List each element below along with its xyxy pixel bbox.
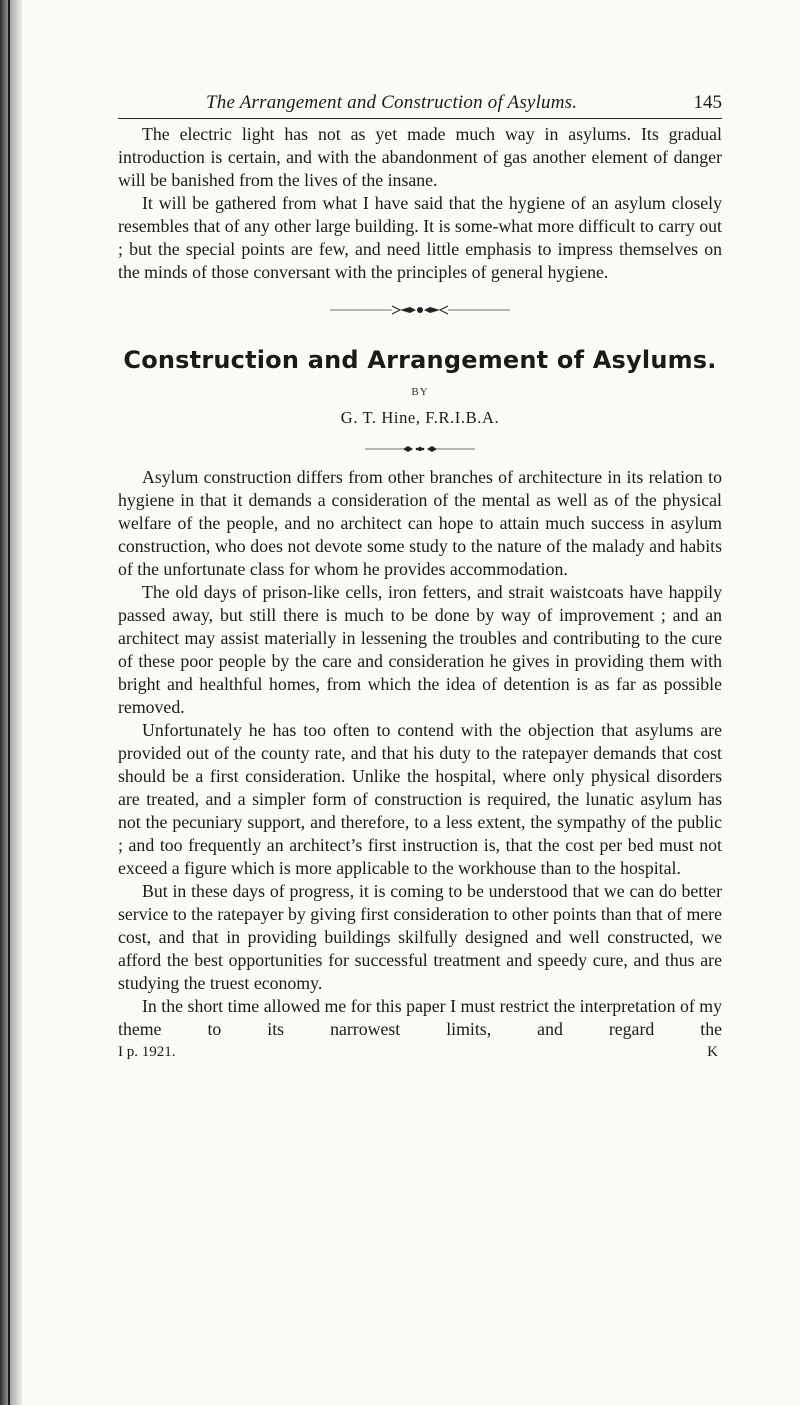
page-footer [118,1042,722,1064]
running-head-title: The Arrangement and Construction of Asylums. [206,92,578,113]
page-binding-edge [0,0,22,1405]
signature-mark: I p. 1921. [118,1044,176,1060]
book-page [118,88,722,1064]
gathering-letter: K [707,1044,718,1060]
paragraph: Unfortunately he has too often to contend with the objection that asylums are provided out of the county rate, and that his duty to the ratepayer demands that cost should be a first consideration. Unlike the hospital, where only physical disorders are treated, and a simpler form of construction is required, the lunatic asylum has not the pecuniary support, and therefore, to a less extent, the sympathy of the public ; and too frequently an architect’s first instruction is, that the cost per bed must not exceed a figure which is more applicable to the workhouse than to the hospital. [118,720,722,878]
binding-rule [8,0,10,1405]
paragraph: The electric light has not as yet made much way in asylums. Its gradual introduction is certain, and with the abandonment of gas another element of danger will be banished from the lives of the insane. [118,124,722,190]
intro-text [118,123,722,284]
section-title: Construction and Arrangement of Asylums. [123,346,717,374]
paragraph: In the short time allowed me for this paper I must restrict the interpretation of my theme to its narrowest limits, and regard the [118,996,722,1039]
paragraph: The old days of prison-like cells, iron fetters, and strait waistcoats have happily passed away, but still there is much to be done by way of improvement ; and an architect may assist materially in lessening the troubles and contributing to the cure of these poor people by the care and consideration he gives in providing them with bright and healthful homes, from which the idea of detention is as far as possible removed. [118,582,722,717]
running-head [118,88,722,119]
paragraph: Asylum construction differs from other branches of architecture in its relation to hygiene in that it demands a consideration of the mental as well as of the physical welfare of the people, and no architect can hope to attain much success in asylum construction, who does not devote some study to the nature of the malady and habits of the unfortunate class for whom he provides accommodation. [118,467,722,579]
page-number: 145 [693,92,722,113]
paragraph: But in these days of progress, it is coming to be understood that we can do better service to the ratepayer by giving first consideration to other points than that of mere cost, and that in providing buildings skilfully designed and well constructed, we afford the best opportunities for successful treatment and speedy cure, and thus are studying the truest economy. [118,881,722,993]
article-body [118,466,722,1041]
author-name: G. T. Hine, F.R.I.B.A. [340,408,500,427]
ornament-divider-small [365,444,475,454]
ornament-divider [330,304,510,316]
byline-by: BY [411,386,429,398]
paragraph: It will be gathered from what I have said that the hygiene of an asylum closely resembles that of any other large building. It is some-what more difficult to carry out ; but the special points are few, and need little emphasis to impress themselves on the minds of those conversant with the principles of general hygiene. [118,193,722,282]
